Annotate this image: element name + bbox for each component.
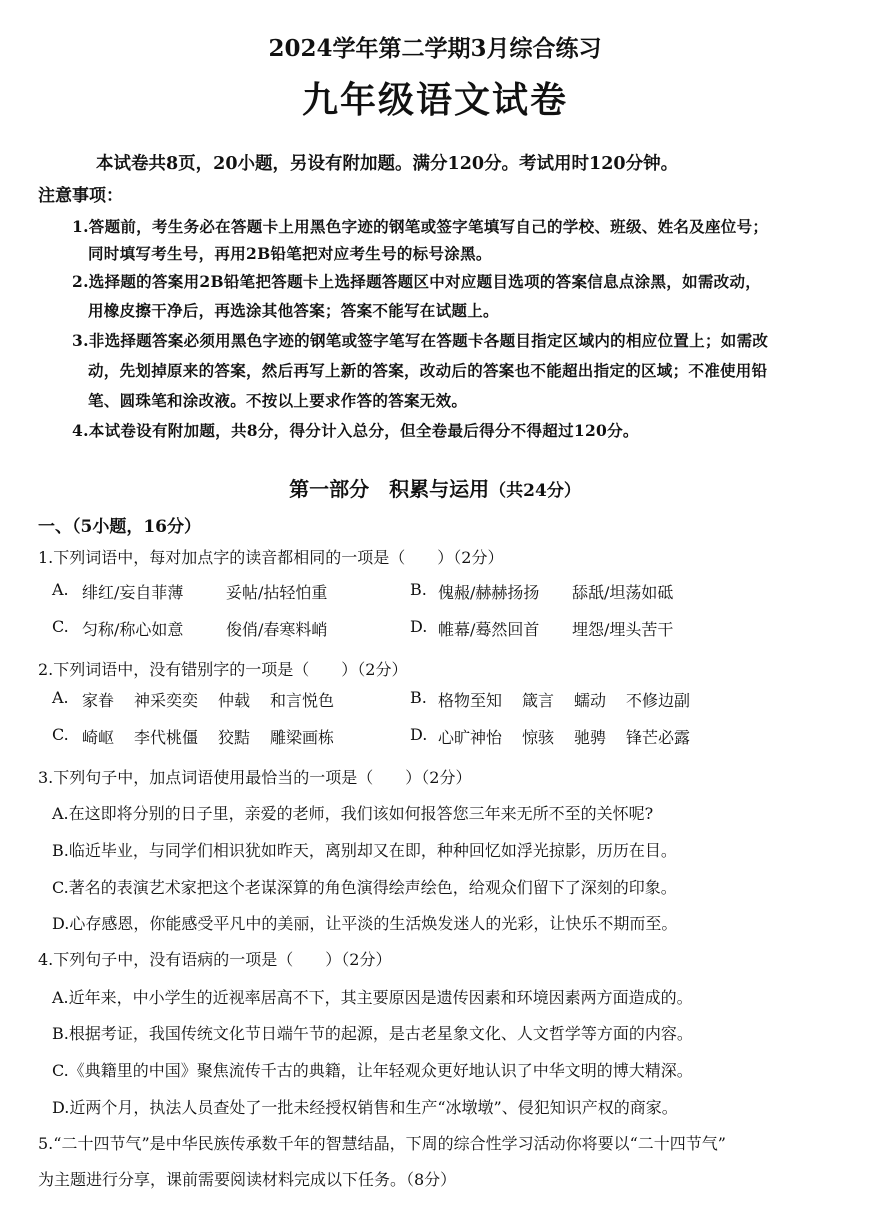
q1-option-c-word1: 匀称/称心如意: [82, 620, 184, 639]
notice-line: 同时填写考生号，再用2B铅笔把对应考生号的标号涂黑。: [88, 244, 492, 263]
q1-option-c-word2: 俊俏/春寒料峭: [226, 620, 328, 639]
q2-option-a-word: 仲载: [218, 691, 251, 710]
q2-option-c-word: 崎岖: [82, 728, 115, 747]
q2-option-c-word: 雕梁画栋: [270, 728, 335, 747]
notice-line: 用橡皮擦干净后，再选涂其他答案；答案不能写在试题上。: [88, 301, 499, 320]
q4-option-d: D.近两个月，执法人员查处了一批未经授权销售和生产“冰墩墩”、侵犯知识产权的商家。: [52, 1098, 678, 1117]
q2-option-d-word: 心旷神怡: [438, 728, 503, 747]
question-5-line: 5.“二十四节气”是中华民族传承数千年的智慧结晶，下周的综合性学习活动你将要以“二十四节气”: [38, 1134, 726, 1153]
q2-option-a-word: 家眷: [82, 691, 115, 710]
notice-line: 笔、圆珠笔和涂改液。不按以上要求作答的答案无效。: [88, 391, 468, 410]
q3-option-a: A.在这即将分别的日子里，亲爱的老师，我们该如何报答您三年来无所不至的关怀呢?: [52, 804, 654, 823]
q2-option-d-label: D.: [410, 725, 428, 744]
question-2-stem: 2.下列词语中，没有错别字的一项是（ ）（2分）: [38, 660, 408, 679]
exam-subtitle: 2024学年第二学期3月综合练习: [268, 35, 602, 62]
q4-option-a: A.近年来，中小学生的近视率居高不下，其主要原因是遗传因素和环境因素两方面造成的。: [52, 988, 693, 1007]
notice-line: 2.选择题的答案用2B铅笔把答题卡上选择题答题区中对应题目选项的答案信息点涂黑，如需改动，: [72, 272, 762, 291]
q4-option-b: B.根据考证，我国传统文化节日端午节的起源，是古老星象文化、人文哲学等方面的内容。: [52, 1024, 693, 1043]
exam-title: 九年级语文试卷: [301, 79, 568, 121]
q2-option-a-word: 和言悦色: [270, 691, 335, 710]
q1-option-d-word1: 帷幕/蓦然回首: [438, 620, 540, 639]
q1-option-a-label: A.: [52, 580, 69, 599]
q2-option-c-word: 李代桃僵: [134, 728, 199, 747]
notice-line: 3.非选择题答案必须用黑色字迹的钢笔或签字笔写在答题卡各题目指定区域内的相应位置上；如需改: [72, 331, 769, 350]
q2-option-b-word: 箴言: [522, 691, 555, 710]
part-one-points: （共24分）: [489, 481, 581, 501]
part-one-heading: 第一部分 积累与运用: [289, 477, 490, 501]
q2-option-b-word: 蠕动: [574, 691, 607, 710]
q2-option-c-label: C.: [52, 725, 69, 744]
q3-option-d: D.心存感恩，你能感受平凡中的美丽，让平淡的生活焕发迷人的光彩，让快乐不期而至。: [52, 914, 678, 933]
section-heading: 一、（5小题，16分）: [38, 517, 201, 537]
exam-intro: 本试卷共8页，20小题，另设有附加题。满分120分。考试用时120分钟。: [96, 154, 679, 174]
q2-option-c-word: 狡黠: [218, 728, 251, 747]
q2-option-d-word: 驰骋: [574, 728, 607, 747]
q1-option-d-label: D.: [410, 617, 428, 636]
q3-option-b: B.临近毕业，与同学们相识犹如昨天，离别却又在即，种种回忆如浮光掠影，历历在目。: [52, 841, 677, 860]
q2-option-b-word: 不修边副: [626, 691, 691, 710]
q2-option-a-word: 神采奕奕: [134, 691, 199, 710]
q2-option-a-label: A.: [52, 688, 69, 707]
notice-line: 1.答题前，考生务必在答题卡上用黑色字迹的钢笔或签字笔填写自己的学校、班级、姓名及座位号；: [72, 217, 769, 236]
question-4-stem: 4.下列句子中，没有语病的一项是（ ）（2分）: [38, 950, 392, 969]
q1-option-d-word2: 埋怨/埋头苦干: [572, 620, 674, 639]
q1-option-a-word1: 绯红/妄自菲薄: [82, 583, 184, 602]
notice-line: 动，先划掉原来的答案，然后再写上新的答案，改动后的答案也不能超出指定的区域；不准使用铅: [88, 361, 768, 380]
q1-option-b-label: B.: [410, 580, 427, 599]
q1-option-b-word1: 傀赧/赫赫扬扬: [438, 583, 540, 602]
q1-option-c-label: C.: [52, 617, 69, 636]
q2-option-b-word: 格物至知: [438, 691, 503, 710]
q1-option-a-word2: 妥帖/拈轻怕重: [226, 583, 328, 602]
notice-heading: 注意事项：: [38, 186, 123, 206]
q2-option-d-word: 锋芒必露: [626, 728, 691, 747]
q4-option-c: C.《典籍里的中国》聚焦流传千古的典籍，让年轻观众更好地认识了中华文明的博大精深。: [52, 1061, 693, 1080]
q1-option-b-word2: 舔舐/坦荡如砥: [572, 583, 674, 602]
part-one-title: [0, 473, 870, 502]
question-1-stem: 1.下列词语中，每对加点字的读音都相同的一项是（ ）（2分）: [38, 548, 504, 567]
question-5-line: 为主题进行分享，课前需要阅读材料完成以下任务。（8分）: [38, 1170, 457, 1189]
notice-line: 4.本试卷设有附加题，共8分，得分计入总分，但全卷最后得分不得超过120分。: [72, 421, 639, 440]
q2-option-b-label: B.: [410, 688, 427, 707]
q2-option-d-word: 惊骇: [522, 728, 555, 747]
q3-option-c: C.著名的表演艺术家把这个老谋深算的角色演得绘声绘色，给观众们留下了深刻的印象。: [52, 878, 677, 897]
question-3-stem: 3.下列句子中，加点词语使用最恰当的一项是（ ）（2分）: [38, 768, 472, 787]
